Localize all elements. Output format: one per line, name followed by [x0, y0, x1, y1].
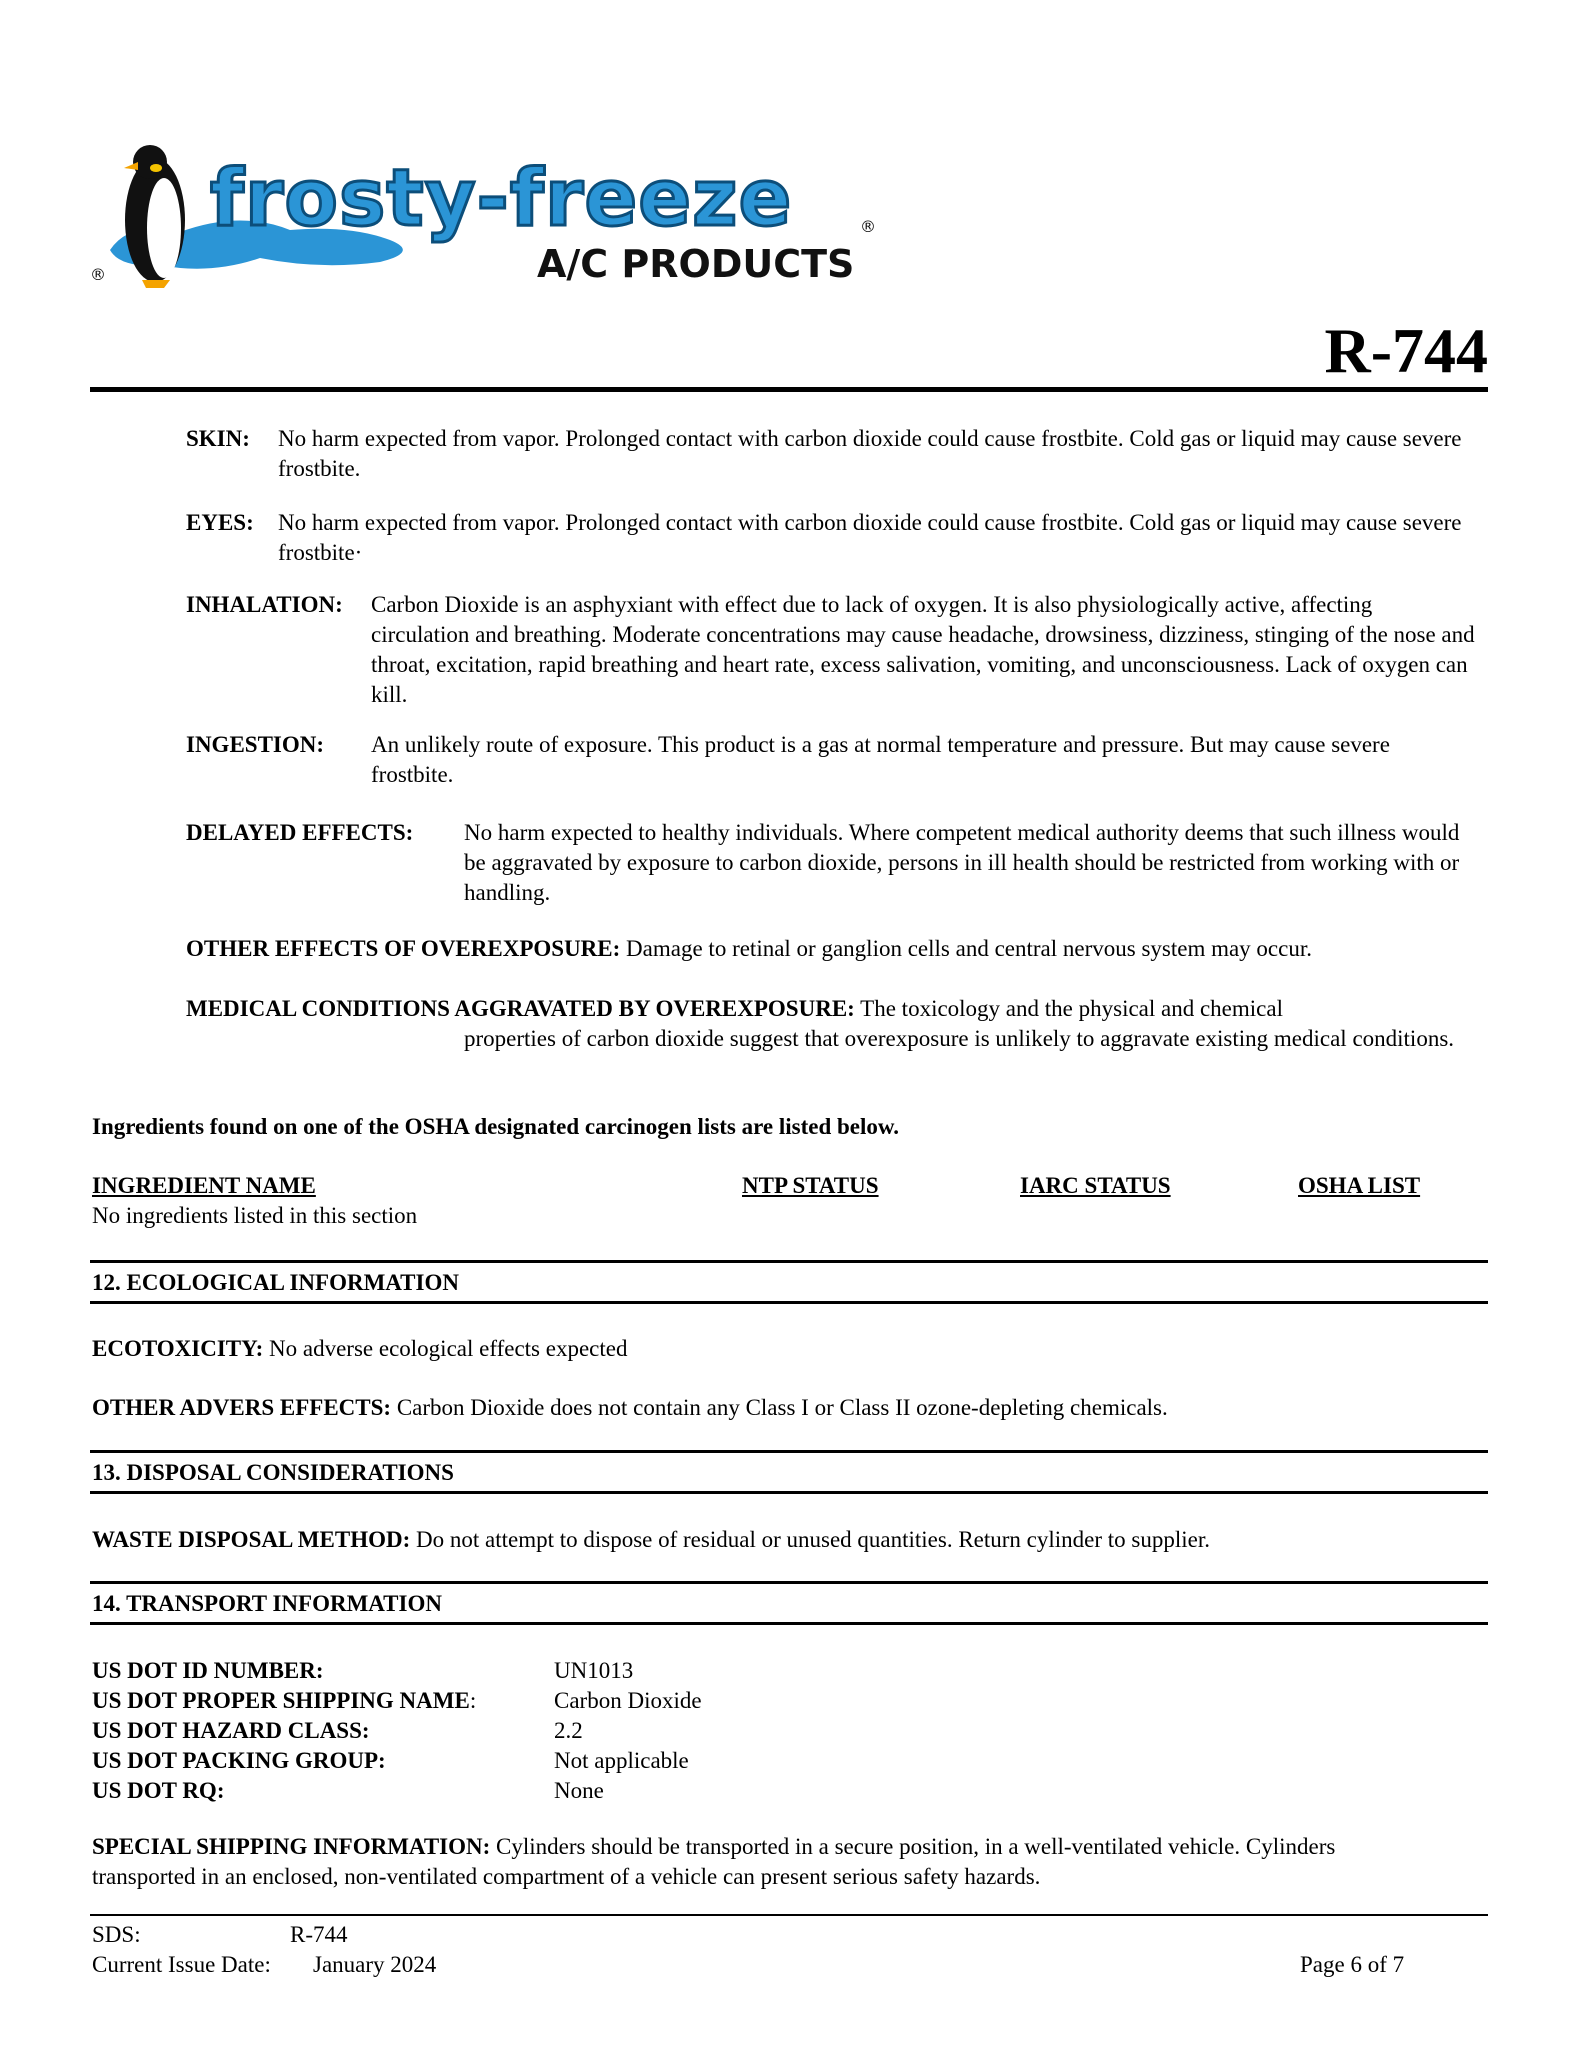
footer-sds-label: SDS: [92, 1922, 141, 1947]
section13-title: 13. DISPOSAL CONSIDERATIONS [92, 1460, 454, 1485]
ecotoxicity [92, 1334, 627, 1364]
inhalation-text: Carbon Dioxide is an asphyxiant with effect due to lack of oxygen. It is also physiologically active, affecting circulation and breathing. Moderate concentrations may cause headache, drowsiness, dizziness, stinging of the nose and throat, excitation, rapid breathing and heart rate, excess salivation, vomiting, and unconsciousness. Lack of oxygen can kill. [371, 592, 1475, 707]
eyes-label: EYES: [186, 510, 254, 535]
transport-row [92, 1746, 892, 1776]
waste-disposal-text: Do not attempt to dispose of residual or unused quantities. Return cylinder to supplier. [416, 1527, 1211, 1552]
special-shipping-text: Cylinders should be transported in a secure position, in a well-ventilated vehicle. Cylinders transported in an enclosed, non-ventilated compartment of a vehicle can present serious safety hazards. [92, 1834, 1336, 1889]
other-effects-label: OTHER EFFECTS OF OVEREXPOSURE: [186, 936, 621, 961]
ecotoxicity-text: No adverse ecological effects expected [269, 1336, 628, 1361]
column-osha-list: OSHA LIST [1298, 1173, 1421, 1198]
transport-row [92, 1656, 892, 1686]
inhalation-effects [186, 590, 1476, 710]
transport-table [92, 1656, 892, 1806]
waste-disposal [92, 1525, 1210, 1555]
medical-text-rest: properties of carbon dioxide suggest that overexposure is unlikely to aggravate existing medical conditions. [464, 1026, 1455, 1051]
waste-disposal-label: WASTE DISPOSAL METHOD: [92, 1527, 411, 1552]
section14-rule-bottom [90, 1622, 1488, 1625]
no-ingredients-text: No ingredients listed in this section [92, 1203, 418, 1228]
transport-label: US DOT RQ: [92, 1778, 225, 1803]
footer-issue-label: Current Issue Date: [92, 1952, 271, 1977]
column-ntp-status: NTP STATUS [742, 1173, 879, 1198]
transport-label-suffix: : [469, 1688, 477, 1713]
transport-value: Carbon Dioxide [554, 1688, 702, 1713]
footer-page-number: Page 6 of 7 [1300, 1952, 1405, 1977]
column-ingredient-name: INGREDIENT NAME [92, 1173, 316, 1198]
delayed-text: No harm expected to healthy individuals. Where competent medical authority deems that such illness would be aggravated by exposure to carbon dioxide, persons in ill health should be restricted from working with or handling. [464, 820, 1460, 905]
transport-value: Not applicable [554, 1748, 689, 1773]
transport-row [92, 1716, 892, 1746]
transport-label: US DOT HAZARD CLASS: [92, 1718, 370, 1743]
transport-value: UN1013 [554, 1658, 634, 1683]
logo-subtitle: A/C PRODUCTS [537, 242, 855, 286]
footer-sds-value: R-744 [290, 1922, 348, 1947]
other-adverse-text: Carbon Dioxide does not contain any Class I or Class II ozone-depleting chemicals. [396, 1395, 1168, 1420]
footer-issue-value: January 2024 [313, 1952, 437, 1977]
transport-value: 2.2 [554, 1718, 583, 1743]
section13-rule-top [90, 1450, 1488, 1453]
section14-title: 14. TRANSPORT INFORMATION [92, 1591, 442, 1616]
footer-rule [90, 1914, 1488, 1916]
product-code: R-744 [1324, 315, 1488, 386]
inhalation-label: INHALATION: [186, 592, 343, 617]
column-iarc-status: IARC STATUS [1020, 1173, 1171, 1198]
brand-logo [90, 140, 890, 290]
special-shipping-info [92, 1832, 1422, 1892]
transport-label: US DOT PACKING GROUP: [92, 1748, 386, 1773]
ingestion-text: An unlikely route of exposure. This product is a gas at normal temperature and pressure. But may cause severe frostbite. [371, 732, 1390, 787]
skin-text: No harm expected from vapor. Prolonged contact with carbon dioxide could cause frostbite. Cold gas or liquid may cause severe frostbite. [278, 426, 1462, 481]
transport-value: None [554, 1778, 604, 1803]
transport-label: US DOT ID NUMBER: [92, 1658, 324, 1683]
special-shipping-label: SPECIAL SHIPPING INFORMATION: [92, 1834, 491, 1859]
eyes-text: No harm expected from vapor. Prolonged contact with carbon dioxide could cause frostbite. Cold gas or liquid may cause severe frostbite· [278, 510, 1462, 565]
registered-mark-2: ® [90, 265, 106, 284]
skin-effects [186, 424, 1476, 484]
section13-rule-bottom [90, 1491, 1488, 1494]
other-effects [186, 934, 1486, 964]
section12-rule-top [90, 1260, 1488, 1263]
ingestion-label: INGESTION: [186, 732, 325, 757]
medical-text-line1: The toxicology and the physical and chemical [860, 996, 1283, 1021]
delayed-label: DELAYED EFFECTS: [186, 820, 414, 845]
logo-text: frosty-freeze [210, 154, 793, 244]
other-adverse-effects [92, 1393, 1168, 1423]
carcinogen-intro: Ingredients found on one of the OSHA designated carcinogen lists are listed below. [92, 1114, 899, 1139]
header-rule [90, 387, 1488, 392]
section14-rule-top [90, 1581, 1488, 1584]
transport-row [92, 1686, 892, 1716]
penguin-logo-icon [90, 140, 890, 290]
medical-conditions [186, 994, 1486, 1054]
eyes-effects [186, 508, 1476, 568]
transport-label: US DOT PROPER SHIPPING NAME [92, 1688, 470, 1713]
ecotoxicity-label: ECOTOXICITY: [92, 1336, 264, 1361]
ingestion-effects [186, 730, 1476, 790]
transport-row [92, 1776, 892, 1806]
skin-label: SKIN: [186, 426, 250, 451]
registered-mark: ® [860, 217, 876, 236]
other-adverse-label: OTHER ADVERS EFFECTS: [92, 1395, 392, 1420]
section12-title: 12. ECOLOGICAL INFORMATION [92, 1270, 459, 1295]
delayed-effects [186, 818, 1476, 908]
medical-label: MEDICAL CONDITIONS AGGRAVATED BY OVEREXPOSURE: [186, 996, 855, 1021]
other-effects-text: Damage to retinal or ganglion cells and central nervous system may occur. [626, 936, 1312, 961]
section12-rule-bottom [90, 1301, 1488, 1304]
